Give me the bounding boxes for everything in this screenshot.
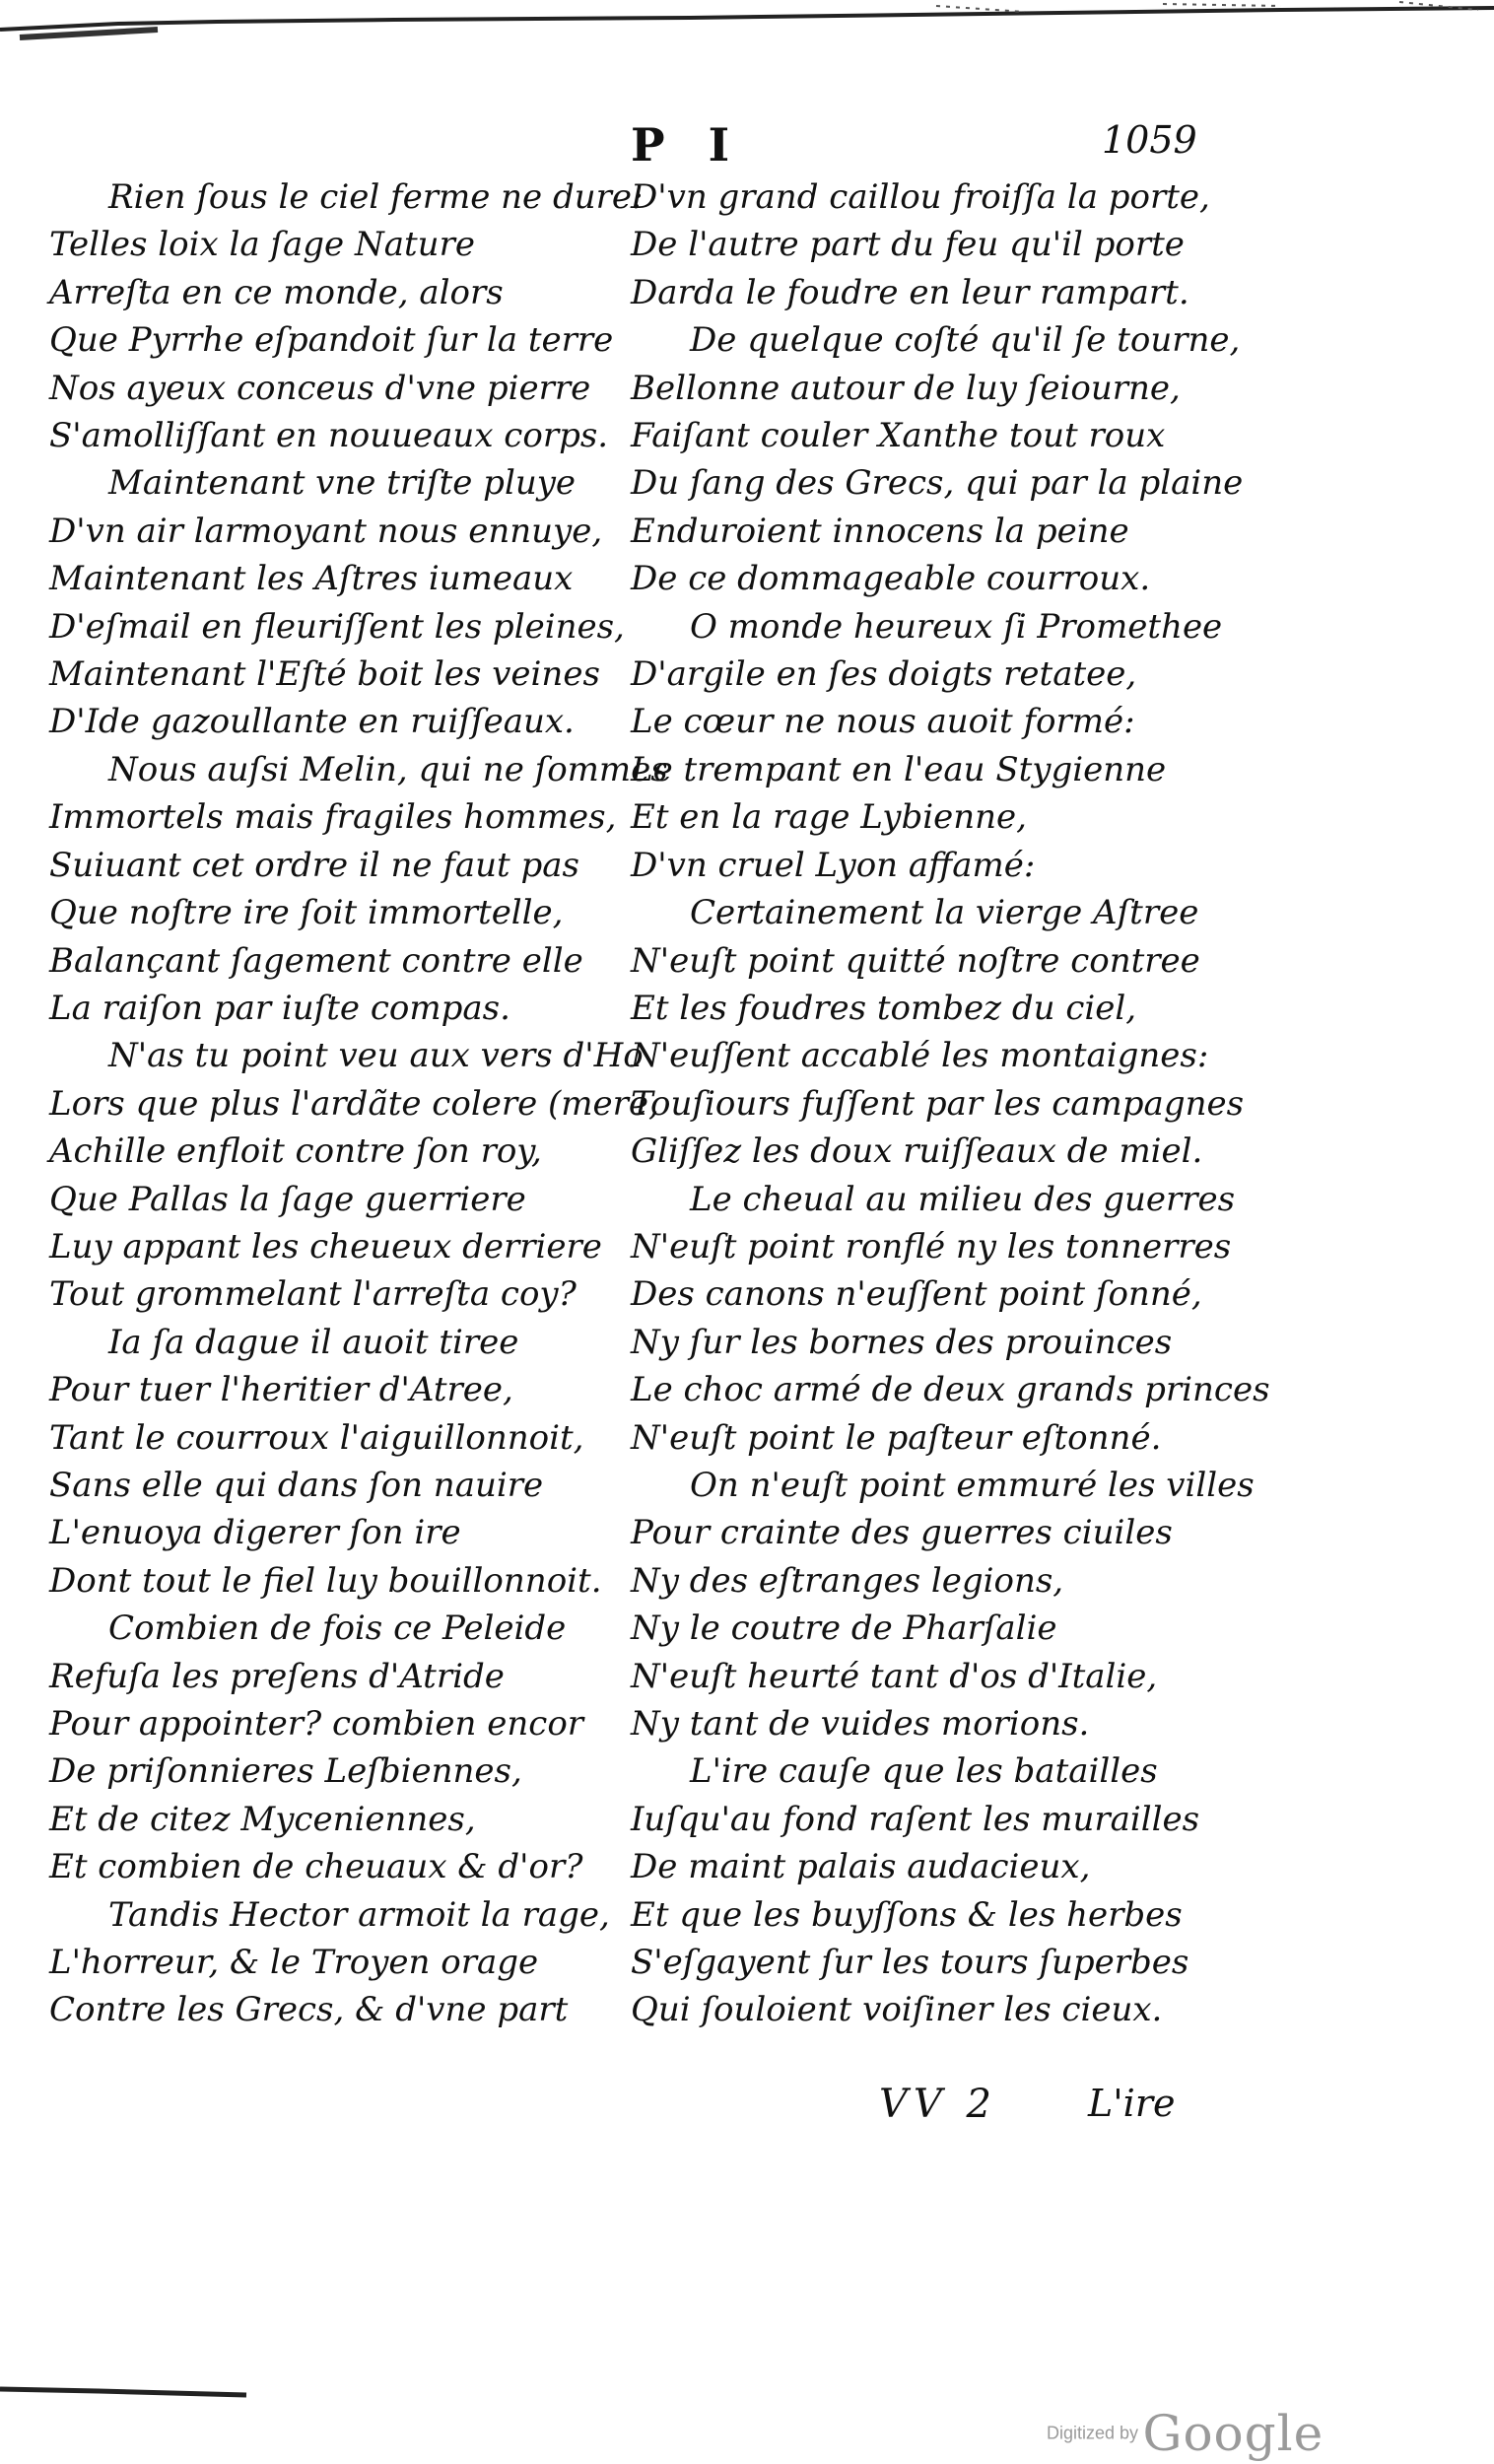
- verse-line: Tandis Hector armoit la rage,: [108, 1894, 610, 1935]
- verse-line: S'eſgayent ſur les tours ſuperbes: [631, 1943, 1189, 1983]
- verse-line: Refuſa les preſens d'Atride: [49, 1656, 505, 1696]
- verse-line: Rien ſous le ciel ferme ne dure:: [108, 177, 644, 217]
- verse-line: La raiſon par iuſte compas.: [49, 988, 510, 1028]
- verse-line: Que Pallas la ſage guerriere: [49, 1179, 526, 1219]
- verse-line: Contre les Grecs, & d'vne part: [49, 1990, 569, 2030]
- verse-line: Le cheual au milieu des guerres: [690, 1179, 1236, 1219]
- verse-line: Ia ſa dague il auoit tiree: [108, 1322, 519, 1362]
- verse-line: De ce dommageable courroux.: [631, 559, 1151, 599]
- verse-line: Sans elle qui dans ſon nauire: [49, 1465, 544, 1505]
- page-number: 1059: [1102, 118, 1197, 162]
- verse-line: Dont tout le fiel luy bouillonnoit.: [49, 1560, 602, 1601]
- verse-line: Le trempant en l'eau Stygienne: [631, 749, 1167, 789]
- verse-line: De priſonnieres Leſbiennes,: [49, 1751, 522, 1792]
- verse-line: Pour tuer l'heritier d'Atree,: [49, 1370, 513, 1410]
- verse-line: Faiſant couler Xanthe tout roux: [631, 416, 1166, 456]
- verse-line: Gliſſez les doux ruiſſeaux de miel.: [631, 1131, 1203, 1172]
- verse-line: Ny le coutre de Pharſalie: [631, 1608, 1057, 1649]
- verse-line: Le choc armé de deux grands princes: [631, 1370, 1270, 1410]
- verse-line: Qui ſouloient voiſiner les cieux.: [631, 1990, 1163, 2030]
- verse-line: O monde heureux ſi Promethee: [690, 606, 1223, 647]
- verse-line: Darda le foudre en leur rampart.: [631, 272, 1189, 312]
- verse-line: Maintenant les Aſtres iumeaux: [49, 559, 574, 599]
- verse-line: De l'autre part du feu qu'il porte: [631, 225, 1185, 265]
- verse-line: Le cœur ne nous auoit formé:: [631, 702, 1135, 742]
- verse-line: L'ire cauſe que les batailles: [690, 1751, 1158, 1792]
- verse-line: Nos ayeux conceus d'vne pierre: [49, 368, 591, 408]
- verse-line: Et que les buyſſons & les herbes: [631, 1894, 1183, 1935]
- verse-line: N'euſſent accablé les montaignes:: [631, 1036, 1209, 1076]
- scan-edge-bottom: [0, 2375, 256, 2405]
- verse-line: N'euſt point quitté noſtre contree: [631, 940, 1200, 981]
- verse-line: Balançant ſagement contre elle: [49, 940, 583, 981]
- verse-line: Suiuant cet ordre il ne faut pas: [49, 845, 579, 885]
- verse-line: Maintenant l'Eſté boit les veines: [49, 654, 600, 695]
- left-column: [49, 173, 668, 2034]
- verse-line: N'euſt heurté tant d'os d'Italie,: [631, 1656, 1158, 1696]
- verse-line: De quelque coſté qu'il ſe tourne,: [690, 320, 1241, 361]
- verse-line: N'euſt point le paſteur eſtonné.: [631, 1417, 1162, 1458]
- verse-line: D'eſmail en fleuriſſent les pleines,: [49, 606, 625, 647]
- verse-line: Du ſang des Grecs, qui par la plaine: [631, 463, 1244, 504]
- scan-edge-top: [0, 0, 1494, 47]
- verse-line: Luy appant les cheueux derriere: [49, 1226, 602, 1266]
- google-logo: Google: [1142, 2405, 1324, 2462]
- verse-line: De maint palais audacieux,: [631, 1847, 1091, 1887]
- verse-line: D'vn grand caillou froiſſa la porte,: [631, 177, 1210, 217]
- right-column: [631, 173, 1270, 2034]
- verse-line: Certainement la vierge Aſtree: [690, 893, 1199, 933]
- verse-line: Arreſta en ce monde, alors: [49, 272, 504, 312]
- verse-line: Et les foudres tombez du ciel,: [631, 988, 1137, 1028]
- verse-line: Lors que plus l'ardãte colere (mere,: [49, 1083, 659, 1124]
- verse-line: L'horreur, & le Troyen orage: [49, 1943, 539, 1983]
- verse-line: N'as tu point veu aux vers d'Ho: [108, 1036, 644, 1076]
- verse-line: Pour appointer? combien encor: [49, 1704, 584, 1744]
- watermark-prefix: Digitized by: [1047, 2423, 1139, 2443]
- verse-line: Et combien de cheuaux & d'or?: [49, 1847, 583, 1887]
- verse-line: Combien de fois ce Peleide: [108, 1608, 567, 1649]
- verse-line: Bellonne autour de luy ſeiourne,: [631, 368, 1181, 408]
- verse-line: N'euſt point ronflé ny les tonnerres: [631, 1226, 1232, 1266]
- verse-line: Tant le courroux l'aiguillonnoit,: [49, 1417, 584, 1458]
- verse-line: Tout grommelant l'arreſta coy?: [49, 1274, 577, 1315]
- verse-line: Achille enfloit contre ſon roy,: [49, 1131, 542, 1172]
- verse-line: Que noſtre ire ſoit immortelle,: [49, 893, 564, 933]
- verse-line: S'amolliſſant en nouueaux corps.: [49, 416, 609, 456]
- verse-line: D'argile en ſes doigts retatee,: [631, 654, 1137, 695]
- verse-line: Iuſqu'au fond raſent les murailles: [631, 1799, 1200, 1839]
- verse-line: Des canons n'euſſent point ſonné,: [631, 1274, 1202, 1315]
- verse-line: Nous auſsi Melin, qui ne ſommes: [108, 749, 668, 789]
- verse-line: L'enuoya digerer ſon ire: [49, 1513, 461, 1553]
- catchword: L'ire: [1088, 2082, 1176, 2125]
- verse-line: Ny ſur les bornes des prouinces: [631, 1322, 1173, 1362]
- verse-line: Maintenant vne triſte pluye: [108, 463, 577, 504]
- signature-mark: VV 2: [879, 2082, 997, 2127]
- running-head: P I: [631, 118, 744, 171]
- verse-line: Immortels mais fragiles hommes,: [49, 797, 617, 838]
- digitization-watermark: [1047, 2405, 1324, 2462]
- verse-line: D'vn air larmoyant nous ennuye,: [49, 511, 603, 551]
- verse-line: Que Pyrrhe eſpandoit ſur la terre: [49, 320, 614, 361]
- verse-line: D'Ide gazoullante en ruiſſeaux.: [49, 702, 575, 742]
- verse-line: Ny tant de vuides morions.: [631, 1704, 1090, 1744]
- verse-line: Et de citez Myceniennes,: [49, 1799, 476, 1839]
- verse-line: Enduroient innocens la peine: [631, 511, 1129, 551]
- verse-line: Ny des eſtranges legions,: [631, 1560, 1064, 1601]
- verse-line: On n'euſt point emmuré les villes: [690, 1465, 1255, 1505]
- verse-line: Pour crainte des guerres ciuiles: [631, 1513, 1173, 1553]
- verse-line: Telles loix la ſage Nature: [49, 225, 475, 265]
- verse-line: Et en la rage Lybienne,: [631, 797, 1027, 838]
- verse-line: D'vn cruel Lyon affamé:: [631, 845, 1036, 885]
- verse-line: Touſiours fuſſent par les campagnes: [631, 1083, 1245, 1124]
